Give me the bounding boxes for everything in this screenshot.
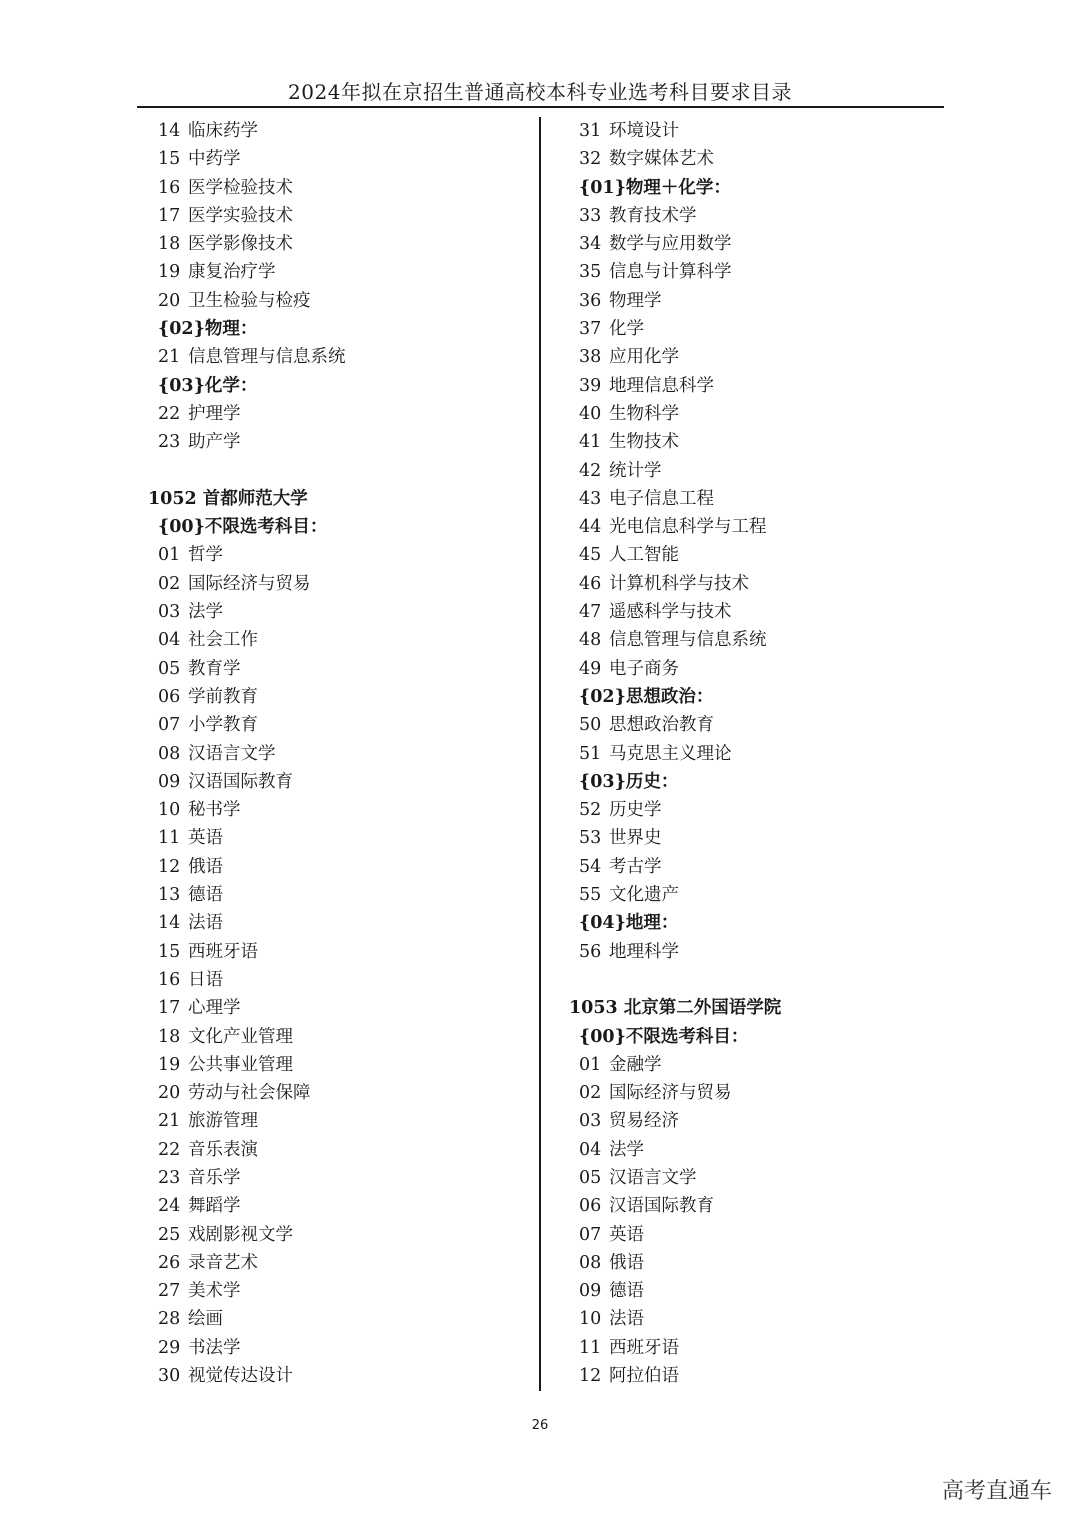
major-item: [148, 881, 528, 909]
major-name: 信息管理与信息系统: [609, 630, 767, 651]
title-underline: [137, 106, 944, 108]
major-item: [148, 1221, 528, 1249]
major-name: 哲学: [188, 545, 223, 566]
major-name: 化学: [609, 319, 644, 340]
major-code: 42: [579, 460, 602, 481]
subject-group-heading: {03}化学：: [158, 375, 258, 396]
major-item: [569, 287, 949, 315]
major-code: 05: [579, 1167, 602, 1188]
major-name: 环境设计: [609, 121, 679, 141]
major-code: 34: [579, 234, 602, 255]
major-code: 02: [158, 573, 181, 594]
major-item: [148, 994, 528, 1022]
major-code: 48: [579, 630, 602, 651]
major-name: 美术学: [188, 1281, 241, 1302]
major-name: 医学影像技术: [188, 234, 293, 255]
major-name: 计算机科学与技术: [609, 573, 749, 594]
major-name: 学前教育: [188, 686, 258, 707]
major-code: 15: [158, 941, 181, 962]
major-code: 04: [579, 1139, 602, 1160]
major-name: 书法学: [188, 1337, 241, 1358]
major-name: 医学实验技术: [188, 205, 293, 226]
major-name: 小学教育: [188, 715, 258, 736]
major-item: [148, 1249, 528, 1277]
major-item: [569, 626, 949, 654]
major-name: 电子信息工程: [609, 488, 714, 509]
major-item: [569, 1136, 949, 1164]
major-name: 舞蹈学: [188, 1196, 241, 1217]
major-code: 52: [579, 800, 602, 821]
major-code: 19: [158, 1054, 181, 1075]
major-name: 世界史: [609, 828, 662, 849]
major-name: 汉语言文学: [188, 743, 276, 764]
major-item: [569, 400, 949, 428]
major-item: [569, 372, 949, 400]
major-name: 电子商务: [609, 658, 679, 679]
major-item: [148, 796, 528, 824]
major-code: 37: [579, 319, 602, 340]
major-name: 地理信息科学: [609, 375, 714, 396]
major-code: 03: [579, 1111, 602, 1132]
major-code: 06: [158, 686, 181, 707]
major-item: [569, 1192, 949, 1220]
major-item: [569, 1334, 949, 1362]
major-code: 53: [579, 828, 602, 849]
major-item: [148, 1107, 528, 1135]
major-code: 22: [158, 1139, 181, 1160]
major-name: 戏剧影视文学: [188, 1224, 293, 1245]
major-code: 51: [579, 743, 602, 764]
major-code: 11: [158, 828, 181, 849]
major-code: 22: [158, 403, 181, 424]
major-code: 17: [158, 205, 181, 226]
university-heading: 1052 首都师范大学: [148, 488, 308, 509]
major-code: 05: [158, 658, 181, 679]
major-item: [148, 966, 528, 994]
subject-group-heading: {00}不限选考科目：: [158, 517, 328, 538]
major-name: 公共事业管理: [188, 1054, 293, 1075]
major-code: 27: [158, 1281, 181, 1302]
major-name: 卫生检验与检疫: [188, 290, 311, 311]
major-code: 01: [579, 1054, 602, 1075]
major-code: 29: [158, 1337, 181, 1358]
major-name: 劳动与社会保障: [188, 1083, 311, 1104]
major-item: [148, 117, 528, 145]
major-item: [148, 1277, 528, 1305]
major-name: 西班牙语: [609, 1337, 679, 1358]
major-code: 08: [579, 1252, 602, 1273]
major-code: 31: [579, 121, 602, 141]
major-code: 50: [579, 715, 602, 736]
major-item: [569, 1305, 949, 1333]
major-item: [569, 853, 949, 881]
major-name: 物理学: [609, 290, 662, 311]
subject-group-heading: {02}物理：: [158, 319, 258, 340]
major-item: [148, 1334, 528, 1362]
major-name: 旅游管理: [188, 1111, 258, 1132]
spacer: [148, 457, 528, 485]
major-code: 25: [158, 1224, 181, 1245]
major-code: 04: [158, 630, 181, 651]
major-code: 01: [158, 545, 181, 566]
major-name: 思想政治教育: [609, 715, 714, 736]
major-name: 音乐学: [188, 1167, 241, 1188]
major-item: [148, 824, 528, 852]
major-item: [148, 909, 528, 937]
major-name: 金融学: [609, 1054, 662, 1075]
major-code: 10: [158, 800, 181, 821]
left-column: [148, 117, 528, 1390]
major-code: 13: [158, 885, 181, 906]
major-name: 西班牙语: [188, 941, 258, 962]
major-name: 录音艺术: [188, 1252, 258, 1273]
major-item: [569, 938, 949, 966]
major-name: 生物技术: [609, 432, 679, 453]
major-code: 39: [579, 375, 602, 396]
major-name: 临床药学: [188, 121, 258, 141]
major-item: [148, 655, 528, 683]
major-item: [148, 400, 528, 428]
major-code: 07: [158, 715, 181, 736]
major-item: [569, 315, 949, 343]
major-name: 国际经济与贸易: [188, 573, 311, 594]
major-code: 41: [579, 432, 602, 453]
major-name: 社会工作: [188, 630, 258, 651]
page-title: 2024年拟在京招生普通高校本科专业选考科目要求目录: [288, 80, 792, 104]
major-item: [148, 1051, 528, 1079]
major-code: 20: [158, 290, 181, 311]
major-name: 光电信息科学与工程: [609, 517, 767, 538]
major-code: 21: [158, 347, 181, 368]
university-heading: 1053 北京第二外国语学院: [569, 998, 782, 1019]
major-code: 12: [579, 1366, 602, 1387]
major-item: [569, 824, 949, 852]
major-item: [569, 230, 949, 258]
major-name: 贸易经济: [609, 1111, 679, 1132]
major-code: 30: [158, 1366, 181, 1387]
major-code: 49: [579, 658, 602, 679]
major-code: 40: [579, 403, 602, 424]
major-item: [569, 513, 949, 541]
major-code: 14: [158, 121, 181, 141]
major-item: [148, 683, 528, 711]
major-item: [569, 1249, 949, 1277]
major-name: 秘书学: [188, 800, 241, 821]
major-name: 俄语: [188, 856, 223, 877]
major-item: [569, 570, 949, 598]
right-column: [569, 117, 949, 1390]
major-name: 视觉传达设计: [188, 1366, 293, 1387]
major-item: [569, 485, 949, 513]
major-name: 助产学: [188, 432, 241, 453]
major-name: 汉语言文学: [609, 1167, 697, 1188]
major-item: [148, 1305, 528, 1333]
major-item: [148, 768, 528, 796]
major-code: 20: [158, 1083, 181, 1104]
major-name: 文化遗产: [609, 885, 679, 906]
subject-group-heading: {00}不限选考科目：: [579, 1026, 749, 1047]
major-item: [569, 258, 949, 286]
major-item: [148, 598, 528, 626]
major-item: [569, 428, 949, 456]
major-item: [569, 740, 949, 768]
major-code: 09: [579, 1281, 602, 1302]
major-item: [148, 1079, 528, 1107]
major-name: 应用化学: [609, 347, 679, 368]
major-code: 02: [579, 1083, 602, 1104]
major-item: [569, 117, 949, 145]
major-code: 08: [158, 743, 181, 764]
major-item: [569, 457, 949, 485]
major-code: 17: [158, 998, 181, 1019]
major-name: 英语: [609, 1224, 644, 1245]
major-code: 21: [158, 1111, 181, 1132]
major-code: 43: [579, 488, 602, 509]
major-code: 47: [579, 602, 602, 623]
major-name: 康复治疗学: [188, 262, 276, 283]
major-item: [148, 174, 528, 202]
major-item: [148, 626, 528, 654]
major-name: 考古学: [609, 856, 662, 877]
major-code: 09: [158, 771, 181, 792]
major-name: 汉语国际教育: [609, 1196, 714, 1217]
major-name: 法语: [188, 913, 223, 934]
major-code: 32: [579, 149, 602, 170]
major-code: 46: [579, 573, 602, 594]
major-name: 信息管理与信息系统: [188, 347, 346, 368]
major-code: 24: [158, 1196, 181, 1217]
major-item: [148, 853, 528, 881]
major-code: 18: [158, 234, 181, 255]
major-name: 音乐表演: [188, 1139, 258, 1160]
major-name: 护理学: [188, 403, 241, 424]
major-item: [148, 343, 528, 371]
major-item: [569, 598, 949, 626]
major-name: 数字媒体艺术: [609, 149, 714, 170]
major-name: 医学检验技术: [188, 177, 293, 198]
major-name: 法学: [188, 602, 223, 623]
major-item: [148, 938, 528, 966]
major-item: [148, 1023, 528, 1051]
major-name: 国际经济与贸易: [609, 1083, 732, 1104]
watermark: 高考直通车: [941, 1479, 1052, 1504]
major-code: 36: [579, 290, 602, 311]
major-name: 法语: [609, 1309, 644, 1330]
major-name: 中药学: [188, 149, 241, 170]
major-name: 德语: [188, 885, 223, 906]
major-code: 16: [158, 969, 181, 990]
major-code: 12: [158, 856, 181, 877]
major-code: 10: [579, 1309, 602, 1330]
major-name: 信息与计算科学: [609, 262, 732, 283]
major-item: [569, 1164, 949, 1192]
major-item: [569, 202, 949, 230]
major-name: 日语: [188, 969, 223, 990]
major-item: [569, 1051, 949, 1079]
major-code: 56: [579, 941, 602, 962]
major-item: [148, 740, 528, 768]
major-name: 马克思主义理论: [609, 743, 732, 764]
major-name: 俄语: [609, 1252, 644, 1273]
major-code: 28: [158, 1309, 181, 1330]
major-code: 18: [158, 1026, 181, 1047]
major-name: 历史学: [609, 800, 662, 821]
major-item: [148, 541, 528, 569]
major-name: 汉语国际教育: [188, 771, 293, 792]
major-code: 14: [158, 913, 181, 934]
major-code: 33: [579, 205, 602, 226]
major-name: 教育技术学: [609, 205, 697, 226]
major-item: [569, 1079, 949, 1107]
major-code: 11: [579, 1337, 602, 1358]
major-item: [569, 655, 949, 683]
major-name: 人工智能: [609, 545, 679, 566]
major-item: [569, 145, 949, 173]
major-code: 03: [158, 602, 181, 623]
major-item: [569, 881, 949, 909]
major-name: 法学: [609, 1139, 644, 1160]
major-item: [148, 258, 528, 286]
major-item: [148, 428, 528, 456]
major-code: 55: [579, 885, 602, 906]
major-code: 35: [579, 262, 602, 283]
major-name: 数学与应用数学: [609, 234, 732, 255]
major-item: [569, 796, 949, 824]
subject-group-heading: {01}物理＋化学：: [579, 177, 731, 198]
major-item: [569, 1277, 949, 1305]
major-code: 06: [579, 1196, 602, 1217]
major-item: [569, 343, 949, 371]
major-code: 16: [158, 177, 181, 198]
major-name: 绘画: [188, 1309, 223, 1330]
major-item: [148, 287, 528, 315]
major-code: 45: [579, 545, 602, 566]
major-item: [148, 1136, 528, 1164]
subject-group-heading: {02}思想政治：: [579, 686, 714, 707]
major-code: 15: [158, 149, 181, 170]
major-name: 地理科学: [609, 941, 679, 962]
major-item: [569, 1362, 949, 1390]
major-name: 阿拉伯语: [609, 1366, 679, 1387]
major-code: 38: [579, 347, 602, 368]
major-code: 23: [158, 432, 181, 453]
major-item: [148, 145, 528, 173]
major-item: [148, 570, 528, 598]
major-item: [148, 1362, 528, 1390]
major-code: 07: [579, 1224, 602, 1245]
major-item: [569, 1107, 949, 1135]
major-name: 心理学: [188, 998, 241, 1019]
major-name: 德语: [609, 1281, 644, 1302]
major-item: [148, 1164, 528, 1192]
major-item: [569, 541, 949, 569]
subject-group-heading: {03}历史：: [579, 771, 679, 792]
major-code: 44: [579, 517, 602, 538]
major-code: 19: [158, 262, 181, 283]
major-code: 26: [158, 1252, 181, 1273]
major-item: [148, 230, 528, 258]
column-divider: [539, 117, 541, 1391]
major-name: 英语: [188, 828, 223, 849]
major-item: [148, 1192, 528, 1220]
major-name: 遥感科学与技术: [609, 602, 732, 623]
major-name: 文化产业管理: [188, 1026, 293, 1047]
major-name: 生物科学: [609, 403, 679, 424]
major-name: 教育学: [188, 658, 241, 679]
major-code: 54: [579, 856, 602, 877]
subject-group-heading: {04}地理：: [579, 913, 679, 934]
major-name: 统计学: [609, 460, 662, 481]
major-item: [148, 202, 528, 230]
major-item: [148, 711, 528, 739]
major-item: [569, 711, 949, 739]
spacer: [569, 966, 949, 994]
major-code: 23: [158, 1167, 181, 1188]
major-item: [569, 1221, 949, 1249]
page-number: 26: [531, 1418, 549, 1433]
